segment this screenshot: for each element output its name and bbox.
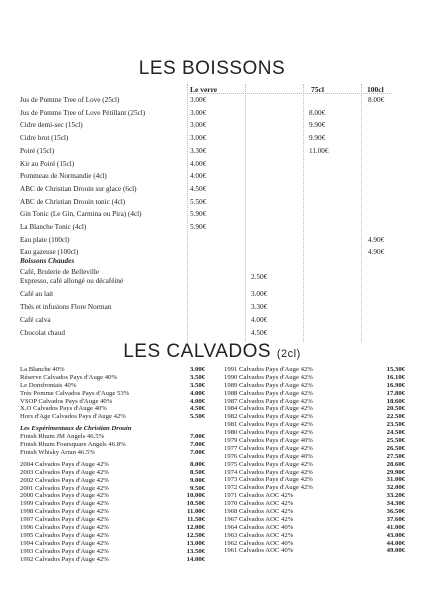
drink-price-75cl: 8.00€ <box>309 108 326 117</box>
calvados-price: 36.50€ <box>386 508 405 516</box>
calvados-name: 1990 Calvados Pays d'Auge 42% <box>224 373 313 381</box>
hot-drink-price: 4.00€ <box>251 316 268 324</box>
calvados-price: 16.10€ <box>386 373 405 381</box>
calvados-price: 7.00€ <box>189 449 205 457</box>
calvados-row <box>224 532 405 540</box>
calvados-name: 1973 Calvados Pays d'Auge 42% <box>224 476 313 484</box>
calvados-row <box>20 366 205 374</box>
calvados-name: 1997 Calvados Pays d'Auge 42% <box>20 516 109 524</box>
calvados-row <box>20 390 205 398</box>
drink-name: Eau gazeuse (100cl) <box>20 248 79 257</box>
drink-row <box>20 147 390 156</box>
drink-row <box>20 121 390 130</box>
calvados-row <box>20 441 205 449</box>
drink-price-verre: 5.90€ <box>190 223 207 231</box>
drink-name: Pommeau de Normandie (4cl) <box>20 172 107 181</box>
calvados-price: 13.50€ <box>186 547 205 555</box>
calvados-name: 1964 Calvados AOC 40% <box>224 523 294 531</box>
calvados-row <box>20 382 205 390</box>
calvados-row <box>20 461 205 469</box>
calvados-row <box>224 413 405 421</box>
calvados-name: X.O Calvados Pays d'Auge 40% <box>20 405 107 413</box>
calvados-row <box>224 382 405 390</box>
calvados-name: Très Pomme Calvados Pays d'Auge 53% <box>20 389 130 397</box>
calvados-name: 1998 Calvados Pays d'Auge 42% <box>20 508 109 516</box>
drink-price-verre: 3.00€ <box>190 121 207 130</box>
drink-name: Cidre demi-sec (15cl) <box>20 121 83 130</box>
calvados-price: 26.50€ <box>386 444 405 452</box>
calvados-name: 2000 Calvados Pays d'Auge 42% <box>20 492 109 500</box>
calvados-name: 2003 Calvados Pays d'Auge 42% <box>20 468 109 476</box>
hot-drink-price: 4.50€ <box>251 329 268 337</box>
calvados-row <box>224 461 405 469</box>
calvados-name: Le Domfrontais 40% <box>20 381 77 389</box>
calvados-row <box>20 524 205 532</box>
calvados-price: 10.50€ <box>186 500 205 508</box>
calvados-price: 7.00€ <box>189 441 205 449</box>
drink-price-verre: 4.00€ <box>190 159 207 168</box>
calvados-name: 1995 Calvados Pays d'Auge 42% <box>20 531 109 539</box>
calvados-row <box>224 366 405 374</box>
calvados-row <box>224 500 405 508</box>
calvados-price: 18.60€ <box>386 397 405 405</box>
calvados-name: 2002 Calvados Pays d'Auge 42% <box>20 476 109 484</box>
hot-drink-name: Chocolat chaud <box>20 329 65 337</box>
calvados-price: 11.50€ <box>186 516 205 524</box>
calvados-price: 41.00€ <box>386 523 405 531</box>
drink-price-verre: 3.00€ <box>190 134 207 143</box>
calvados-price: 34.30€ <box>386 500 405 508</box>
calvados-row <box>224 429 405 437</box>
calvados-price: 25.50€ <box>386 437 405 445</box>
calvados-price: 44.00€ <box>386 539 405 547</box>
calvados-name: 1970 Calvados AOC 42% <box>224 500 294 508</box>
calvados-price: 9.00€ <box>189 476 205 484</box>
calvados-row <box>224 437 405 445</box>
drink-price-100cl: 4.90€ <box>368 235 385 244</box>
calvados-price: 10.00€ <box>186 492 205 500</box>
drink-price-verre: 5.90€ <box>190 210 207 219</box>
drink-price-100cl: 4.90€ <box>368 248 385 257</box>
calvados-price: 3.50€ <box>189 381 205 389</box>
calvados-name: 1993 Calvados Pays d'Auge 42% <box>20 547 109 555</box>
drink-price-75cl: 11.00€ <box>309 146 329 155</box>
drink-price-verre: 5.50€ <box>190 197 207 206</box>
drink-price-verre: 4.00€ <box>190 172 207 181</box>
drink-row <box>20 134 390 143</box>
calvados-row <box>20 532 205 540</box>
drink-name: ABC de Christian Drouin sur glace (6cl) <box>20 184 137 193</box>
drink-name: Eau plate (100cl) <box>20 235 70 244</box>
calvados-price: 37.60€ <box>386 515 405 523</box>
calvados-row <box>20 485 205 493</box>
calvados-row <box>224 547 405 555</box>
calvados-name: 1982 Calvados Pays d'Auge 42% <box>224 413 313 421</box>
drink-row <box>20 96 390 105</box>
calvados-name: 1976 Calvados Pays d'Auge 40% <box>224 452 313 460</box>
hot-drink-name: Thés et infusions Flore Norman <box>20 303 112 311</box>
drink-price-verre: 3.00€ <box>190 108 207 117</box>
calvados-price: 5.50€ <box>189 413 205 421</box>
calvados-price: 24.50€ <box>386 429 405 437</box>
calvados-row <box>224 421 405 429</box>
calvados-name: 1967 Calvados AOC 42% <box>224 515 294 523</box>
calvados-name: 1972 Calvados Pays d'Auge 42% <box>224 484 313 492</box>
calvados-price: 22.50€ <box>386 413 405 421</box>
calvados-name: 1981 Calvados Pays d'Auge 42% <box>224 421 313 429</box>
calvados-name: Réserve Calvados Pays d'Auge 40% <box>20 373 118 381</box>
calvados-price: 8.50€ <box>189 468 205 476</box>
calvados-price: 31.00€ <box>386 476 405 484</box>
header-100cl: 100cl <box>367 85 384 94</box>
experimentaux-title: Les Expérimentaux de Christian Drouin <box>20 425 132 433</box>
calvados-row <box>20 548 205 556</box>
calvados-name: 1996 Calvados Pays d'Auge 42% <box>20 524 109 532</box>
hot-drink-name: Café calva <box>20 316 51 324</box>
drink-row <box>20 198 390 207</box>
calvados-price: 4.00€ <box>189 397 205 405</box>
calvados-price: 33.20€ <box>386 492 405 500</box>
calvados-price: 3.50€ <box>189 373 205 381</box>
calvados-name: 1999 Calvados Pays d'Auge 42% <box>20 500 109 508</box>
drink-price-75cl: 9.90€ <box>309 121 326 130</box>
cafe-price: 2.50€ <box>251 273 268 281</box>
calvados-price: 4.00€ <box>189 389 205 397</box>
calvados-row <box>224 390 405 398</box>
calvados-name: 1991 Calvados Pays d'Auge 42% <box>224 366 313 373</box>
calvados-name: 2004 Calvados Pays d'Auge 42% <box>20 460 109 468</box>
calvados-price: 12.00€ <box>186 524 205 532</box>
calvados-price: 8.00€ <box>189 460 205 468</box>
calvados-name: 1980 Calvados Pays d'Auge 42% <box>224 429 313 437</box>
drink-row <box>20 248 390 257</box>
calvados-row <box>224 524 405 532</box>
calvados-name: 1989 Calvados Pays d'Auge 42% <box>224 381 313 389</box>
calvados-price: 29.90€ <box>386 468 405 476</box>
calvados-name: Finish Whisky Arran 46.5% <box>20 449 95 457</box>
drink-price-verre: 4.50€ <box>190 184 207 193</box>
hot-drink-row <box>20 290 390 299</box>
drink-name: Poiré (15cl) <box>20 146 55 155</box>
calvados-name: 1974 Calvados Pays d'Auge 42% <box>224 468 313 476</box>
calvados-price: 9.50€ <box>189 484 205 492</box>
calvados-name: 1994 Calvados Pays d'Auge 42% <box>20 539 109 547</box>
calvados-name: La Blanche 40% <box>20 366 65 373</box>
calvados-row <box>20 516 205 524</box>
calvados-row <box>224 374 405 382</box>
calvados-name: 1979 Calvados Pays d'Auge 40% <box>224 437 313 445</box>
calvados-name: 1977 Calvados Pays d'Auge 42% <box>224 444 313 452</box>
calvados-title-unit: (2cl) <box>276 348 301 360</box>
calvados-name: 1971 Calvados AOC 42% <box>224 492 294 500</box>
calvados-name: VSOP Calvados Pays d'Auge 40% <box>20 397 113 405</box>
calvados-name: 1984 Calvados Pays d'Auge 42% <box>224 405 313 413</box>
drink-price-verre: 3.00€ <box>190 96 207 104</box>
calvados-row <box>20 500 205 508</box>
calvados-row <box>20 433 205 441</box>
calvados-price: 20.50€ <box>386 405 405 413</box>
drink-row <box>20 210 390 219</box>
header-75cl: 75cl <box>311 85 324 94</box>
calvados-price: 15.30€ <box>386 366 405 373</box>
calvados-name: 1962 Calvados AOC 40% <box>224 539 294 547</box>
calvados-row <box>20 398 205 406</box>
drink-row <box>20 236 390 245</box>
calvados-row <box>20 492 205 500</box>
drink-price-100cl: 8.00€ <box>368 96 385 104</box>
drink-name: Gin Tonic (Le Gin, Carmina ou Pira) (4cl) <box>20 210 142 219</box>
boissons-chaudes-title: Boissons Chaudes <box>20 257 75 265</box>
hot-drink-price: 3.30€ <box>251 303 268 311</box>
calvados-price: 49.00€ <box>386 547 405 555</box>
calvados-price: 43.00€ <box>386 531 405 539</box>
drink-row <box>20 160 390 169</box>
hot-drink-row <box>20 329 390 338</box>
calvados-left-column <box>20 366 205 563</box>
calvados-row <box>20 540 205 548</box>
calvados-name: Finish Rhum Foursquare Angels 46.8% <box>20 441 126 449</box>
calvados-name: 1988 Calvados Pays d'Auge 42% <box>224 389 313 397</box>
calvados-name: 1975 Calvados Pays d'Auge 42% <box>224 460 313 468</box>
calvados-price: 4.50€ <box>189 405 205 413</box>
calvados-name: Finish Rhum JM Angels 46.5% <box>20 433 105 441</box>
calvados-row <box>20 405 205 413</box>
calvados-row <box>224 453 405 461</box>
calvados-name: 1992 Calvados Pays d'Auge 42% <box>20 555 109 563</box>
hot-drink-price: 3.00€ <box>251 290 268 298</box>
calvados-row <box>224 476 405 484</box>
drink-price-75cl: 9.90€ <box>309 134 326 143</box>
drink-name: Jus de Pomme Tree of Love (25cl) <box>20 96 120 104</box>
calvados-row <box>20 469 205 477</box>
hot-drink-row <box>20 316 390 325</box>
drink-name: Kir au Poiré (15cl) <box>20 159 75 168</box>
calvados-row <box>224 492 405 500</box>
calvados-price: 27.50€ <box>386 452 405 460</box>
calvados-title-text: LES CALVADOS <box>123 341 272 362</box>
calvados-row <box>20 449 205 457</box>
boissons-title: LES BOISSONS <box>138 58 286 79</box>
calvados-row <box>224 484 405 492</box>
calvados-price: 16.90€ <box>386 381 405 389</box>
hot-drink-row <box>20 303 390 312</box>
calvados-price: 32.00€ <box>386 484 405 492</box>
calvados-price: 14.00€ <box>186 555 205 563</box>
drink-price-verre: 3.30€ <box>190 146 207 155</box>
calvados-row <box>224 540 405 548</box>
drink-name: ABC de Christian Drouin tonic (4cl) <box>20 197 126 206</box>
drink-row <box>20 109 390 118</box>
calvados-price: 23.50€ <box>386 421 405 429</box>
calvados-price: 11.00€ <box>186 508 205 516</box>
cafe-line-2: Expresso, café allongé ou décaféiné <box>20 276 124 285</box>
drink-row <box>20 172 390 181</box>
calvados-row <box>224 405 405 413</box>
calvados-price: 12.50€ <box>186 531 205 539</box>
drink-name: La Blanche Tonic (4cl) <box>20 223 87 231</box>
calvados-row <box>224 516 405 524</box>
calvados-row <box>20 477 205 485</box>
calvados-price: 7.00€ <box>189 433 205 441</box>
header-verre: Le verre <box>190 85 218 94</box>
calvados-row <box>20 508 205 516</box>
calvados-price: 28.60€ <box>386 460 405 468</box>
calvados-row <box>224 508 405 516</box>
drink-row <box>20 185 390 194</box>
drink-name: Cidre brut (15cl) <box>20 134 69 143</box>
calvados-row <box>224 469 405 477</box>
calvados-price: 17.80€ <box>386 389 405 397</box>
drink-row <box>20 223 390 232</box>
calvados-row <box>20 374 205 382</box>
drink-name: Jus de Pomme Tree of Love Pétillant (25cl) <box>20 108 146 117</box>
cafe-line-1: Café, Brulerie de Belleville <box>20 268 100 276</box>
calvados-name: 1963 Calvados AOC 42% <box>224 531 294 539</box>
calvados-price: 13.00€ <box>186 539 205 547</box>
cafe-price-row <box>20 273 390 282</box>
calvados-right-column <box>224 366 405 555</box>
calvados-title <box>0 341 424 363</box>
calvados-row <box>20 556 205 564</box>
calvados-price: 3.00€ <box>189 366 205 373</box>
calvados-row <box>224 398 405 406</box>
calvados-name: Hors d'Age Calvados Pays d'Auge 42% <box>20 413 126 421</box>
calvados-row <box>224 445 405 453</box>
hot-drink-name: Café au lait <box>20 290 54 298</box>
calvados-name: 1987 Calvados Pays d'Auge 42% <box>224 397 313 405</box>
calvados-name: 1961 Calvados AOC 40% <box>224 547 294 555</box>
calvados-name: 1968 Calvados AOC 42% <box>224 508 294 516</box>
calvados-row <box>20 413 205 421</box>
calvados-name: 2001 Calvados Pays d'Auge 42% <box>20 484 109 492</box>
